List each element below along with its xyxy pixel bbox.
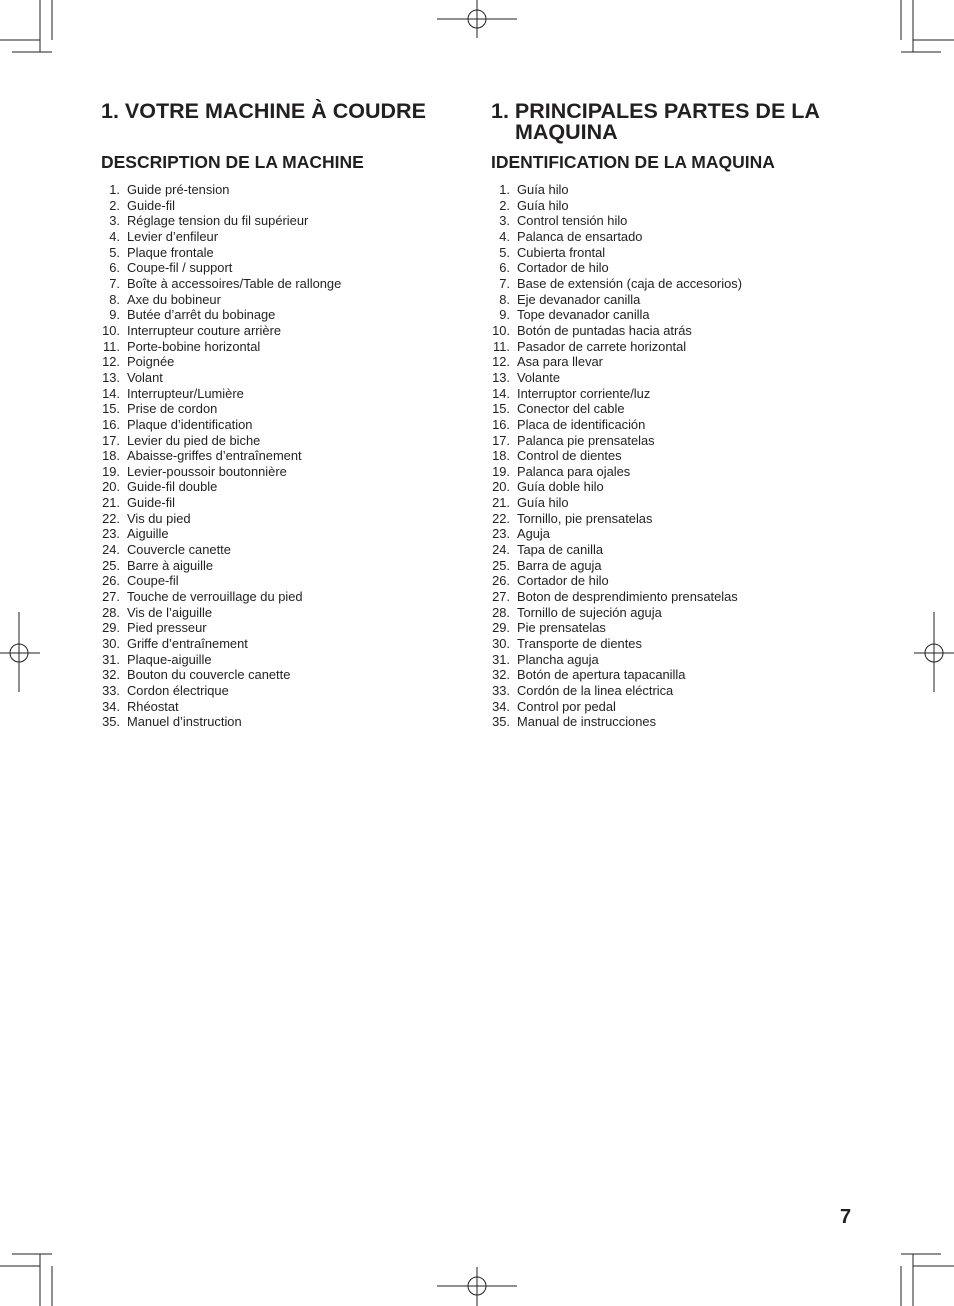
item-number: 30.	[492, 636, 510, 652]
list-item	[101, 652, 341, 668]
list-item	[101, 354, 341, 370]
list-item	[101, 276, 341, 292]
item-number: 31.	[492, 651, 510, 667]
item-number: 18.	[492, 448, 510, 464]
item-number: 8.	[499, 291, 510, 307]
item-number: 4.	[499, 228, 510, 244]
spanish-section	[491, 98, 871, 730]
item-label: Abaisse-griffes d’entraînement	[127, 448, 302, 464]
item-label: Base de extensión (caja de accesorios)	[517, 275, 742, 291]
item-number: 7.	[499, 275, 510, 291]
item-label: Butée d’arrêt du bobinage	[127, 307, 276, 323]
item-label: Poignée	[127, 354, 175, 370]
list-item	[101, 386, 341, 402]
item-label: Axe du bobineur	[127, 291, 221, 307]
item-label: Coupe-fil	[127, 573, 179, 589]
item-label: Rhéostat	[127, 698, 179, 714]
item-label: Conector del cable	[517, 401, 625, 417]
item-number: 25.	[102, 557, 120, 573]
item-label: Levier-poussoir boutonnière	[127, 463, 287, 479]
item-label: Couvercle canette	[127, 542, 231, 558]
item-number: 5.	[499, 244, 510, 260]
item-number: 13.	[102, 369, 120, 385]
spanish-title: 1. PRINCIPALES PARTES DE LA MAQUINA	[491, 99, 820, 144]
list-item	[101, 417, 341, 433]
item-number: 17.	[102, 432, 120, 448]
list-item	[101, 636, 341, 652]
item-number: 14.	[102, 385, 120, 401]
item-number: 21.	[102, 495, 120, 511]
item-label: Interrupteur couture arrière	[127, 322, 282, 338]
spanish-subtitle: IDENTIFICATION DE LA MAQUINA	[491, 152, 775, 172]
list-item	[491, 448, 742, 464]
item-label: Tapa de canilla	[517, 542, 603, 558]
item-number: 16.	[492, 416, 510, 432]
item-label: Tope devanador canilla	[517, 307, 650, 323]
item-label: Levier d’enfileur	[127, 228, 219, 244]
list-item	[491, 605, 742, 621]
item-label: Volante	[517, 369, 561, 385]
item-number: 11.	[493, 338, 510, 354]
item-label: Pie prensatelas	[517, 620, 606, 636]
item-label: Control tensión hilo	[517, 213, 628, 229]
list-item	[101, 292, 341, 308]
item-label: Cordón de la linea eléctrica	[517, 683, 674, 698]
list-item	[101, 339, 341, 355]
item-label: Vis de l’aiguille	[127, 604, 213, 620]
item-label: Guide-fil	[127, 197, 176, 213]
item-label: Tornillo, pie prensatelas	[517, 510, 653, 526]
list-item	[491, 683, 742, 699]
page-number: 7	[840, 1206, 852, 1228]
item-number: 18.	[102, 448, 120, 464]
item-label: Bouton du couvercle canette	[127, 667, 291, 683]
item-label: Guide-fil double	[127, 479, 218, 495]
item-label: Placa de identificación	[517, 416, 646, 432]
list-item	[491, 558, 742, 574]
item-number: 24.	[102, 542, 120, 558]
list-item	[491, 354, 742, 370]
list-item	[491, 714, 742, 730]
list-item	[491, 464, 742, 480]
item-number: 16.	[102, 416, 120, 432]
list-item	[101, 479, 341, 495]
item-label: Guía hilo	[517, 495, 569, 511]
item-number: 15.	[102, 401, 120, 417]
list-item	[491, 292, 742, 308]
item-number: 28.	[492, 604, 510, 620]
item-label: Aiguille	[127, 526, 169, 542]
french-title: 1. VOTRE MACHINE À COUDRE	[101, 99, 426, 123]
list-item	[491, 386, 742, 402]
item-number: 22.	[492, 510, 510, 526]
list-item	[101, 699, 341, 715]
list-item	[101, 198, 341, 214]
item-label: Porte-bobine horizontal	[127, 338, 261, 354]
list-item	[491, 339, 742, 355]
item-number: 2.	[109, 197, 120, 213]
item-number: 35.	[102, 714, 120, 730]
french-parts-list	[101, 182, 341, 730]
list-item	[491, 495, 742, 511]
list-item	[101, 667, 341, 683]
item-label: Plaque d’identification	[127, 416, 253, 432]
list-item	[491, 636, 742, 652]
item-label: Barra de aguja	[517, 557, 602, 573]
item-number: 33.	[102, 683, 120, 698]
list-item	[101, 229, 341, 245]
item-number: 23.	[102, 526, 120, 542]
item-label: Eje devanador canilla	[517, 291, 641, 307]
item-number: 27.	[492, 589, 510, 605]
item-label: Volant	[127, 369, 163, 385]
item-number: 31.	[102, 651, 120, 667]
list-item	[491, 479, 742, 495]
item-number: 10.	[492, 322, 510, 338]
item-number: 11.	[103, 338, 120, 354]
item-number: 21.	[492, 495, 510, 511]
item-label: Asa para llevar	[517, 354, 603, 370]
item-number: 22.	[102, 510, 120, 526]
list-item	[101, 714, 341, 730]
item-number: 7.	[109, 275, 120, 291]
list-item	[101, 213, 341, 229]
item-label: Transporte de dientes	[517, 636, 642, 652]
french-section	[101, 98, 471, 730]
item-label: Cortador de hilo	[517, 573, 609, 589]
item-number: 30.	[102, 636, 120, 652]
list-item	[101, 401, 341, 417]
item-number: 6.	[499, 260, 510, 276]
item-label: Touche de verrouillage du pied	[127, 589, 303, 605]
list-item	[491, 245, 742, 261]
list-item	[101, 573, 341, 589]
item-label: Palanca para ojales	[517, 463, 631, 479]
item-number: 20.	[492, 479, 510, 495]
item-number: 12.	[102, 354, 120, 370]
list-item	[101, 370, 341, 386]
item-number: 3.	[109, 213, 120, 229]
item-number: 27.	[102, 589, 120, 605]
item-label: Interrupteur/Lumière	[127, 385, 244, 401]
item-label: Plaque frontale	[127, 244, 214, 260]
list-item	[101, 511, 341, 527]
item-number: 19.	[102, 463, 120, 479]
item-label: Guía hilo	[517, 197, 569, 213]
list-item	[101, 542, 341, 558]
item-number: 13.	[492, 369, 510, 385]
list-item	[101, 307, 341, 323]
item-label: Cortador de hilo	[517, 260, 609, 276]
item-number: 29.	[102, 620, 120, 636]
list-item	[491, 198, 742, 214]
item-number: 26.	[102, 573, 120, 589]
item-number: 9.	[499, 307, 510, 323]
list-item	[101, 558, 341, 574]
item-label: Botón de apertura tapacanilla	[517, 667, 686, 683]
item-label: Cubierta frontal	[517, 244, 606, 260]
list-item	[491, 542, 742, 558]
list-item	[491, 573, 742, 589]
item-label: Plaque-aiguille	[127, 651, 212, 667]
item-number: 8.	[109, 291, 120, 307]
item-label: Griffe d’entraînement	[127, 636, 248, 652]
item-label: Pied presseur	[127, 620, 207, 636]
item-label: Plancha aguja	[517, 651, 599, 667]
list-item	[101, 526, 341, 542]
list-item	[101, 323, 341, 339]
item-number: 1.	[109, 182, 120, 197]
list-item	[101, 433, 341, 449]
list-item	[101, 448, 341, 464]
item-label: Guía doble hilo	[517, 479, 604, 495]
item-number: 32.	[102, 667, 120, 683]
item-label: Guía hilo	[517, 182, 569, 197]
item-number: 19.	[492, 463, 510, 479]
item-number: 34.	[492, 698, 510, 714]
list-item	[491, 417, 742, 433]
item-number: 34.	[102, 698, 120, 714]
item-number: 1.	[499, 182, 510, 197]
item-label: Boton de desprendimiento prensatelas	[517, 589, 738, 605]
list-item	[101, 245, 341, 261]
item-number: 3.	[499, 213, 510, 229]
item-label: Guide-fil	[127, 495, 176, 511]
item-label: Prise de cordon	[127, 401, 218, 417]
item-number: 6.	[109, 260, 120, 276]
item-label: Control de dientes	[517, 448, 622, 464]
item-label: Cordon électrique	[127, 683, 229, 698]
item-label: Barre à aiguille	[127, 557, 213, 573]
list-item	[491, 276, 742, 292]
list-item	[491, 260, 742, 276]
list-item	[491, 323, 742, 339]
item-label: Manuel d’instruction	[127, 714, 242, 730]
item-number: 12.	[492, 354, 510, 370]
list-item	[491, 589, 742, 605]
list-item	[491, 182, 742, 198]
list-item	[491, 370, 742, 386]
item-number: 2.	[499, 197, 510, 213]
item-number: 32.	[492, 667, 510, 683]
item-number: 28.	[102, 604, 120, 620]
list-item	[491, 620, 742, 636]
list-item	[491, 213, 742, 229]
list-item	[101, 589, 341, 605]
item-label: Palanca pie prensatelas	[517, 432, 655, 448]
item-label: Pasador de carrete horizontal	[517, 338, 687, 354]
item-number: 15.	[492, 401, 510, 417]
item-label: Boîte à accessoires/Table de rallonge	[127, 275, 342, 291]
item-label: Control por pedal	[517, 698, 616, 714]
item-label: Vis du pied	[127, 510, 191, 526]
list-item	[491, 511, 742, 527]
item-number: 4.	[109, 228, 120, 244]
item-number: 35.	[492, 714, 510, 730]
item-label: Réglage tension du fil supérieur	[127, 213, 309, 229]
item-label: Tornillo de sujeción aguja	[517, 604, 662, 620]
item-label: Interruptor corriente/luz	[517, 385, 651, 401]
list-item	[491, 526, 742, 542]
list-item	[491, 433, 742, 449]
item-number: 14.	[492, 385, 510, 401]
item-number: 23.	[492, 526, 510, 542]
item-label: Aguja	[517, 526, 550, 542]
item-label: Guide pré-tension	[127, 182, 230, 197]
item-number: 25.	[492, 557, 510, 573]
list-item	[101, 495, 341, 511]
list-item	[101, 260, 341, 276]
list-item	[491, 307, 742, 323]
item-number: 20.	[102, 479, 120, 495]
item-label: Levier du pied de biche	[127, 432, 261, 448]
list-item	[101, 605, 341, 621]
list-item	[491, 229, 742, 245]
item-number: 26.	[492, 573, 510, 589]
list-item	[101, 182, 341, 198]
list-item	[491, 667, 742, 683]
item-number: 33.	[492, 683, 510, 698]
list-item	[491, 401, 742, 417]
list-item	[491, 699, 742, 715]
list-item	[101, 683, 341, 699]
list-item	[491, 652, 742, 668]
item-number: 17.	[492, 432, 510, 448]
item-label: Coupe-fil / support	[127, 260, 233, 276]
item-label: Palanca de ensartado	[517, 228, 643, 244]
item-number: 5.	[109, 244, 120, 260]
item-number: 29.	[492, 620, 510, 636]
french-subtitle: DESCRIPTION DE LA MACHINE	[101, 152, 364, 172]
item-number: 9.	[109, 307, 120, 323]
item-number: 24.	[492, 542, 510, 558]
item-label: Botón de puntadas hacia atrás	[517, 322, 692, 338]
spanish-parts-list	[491, 182, 742, 730]
item-number: 10.	[102, 322, 120, 338]
item-label: Manual de instrucciones	[517, 714, 657, 730]
list-item	[101, 464, 341, 480]
list-item	[101, 620, 341, 636]
